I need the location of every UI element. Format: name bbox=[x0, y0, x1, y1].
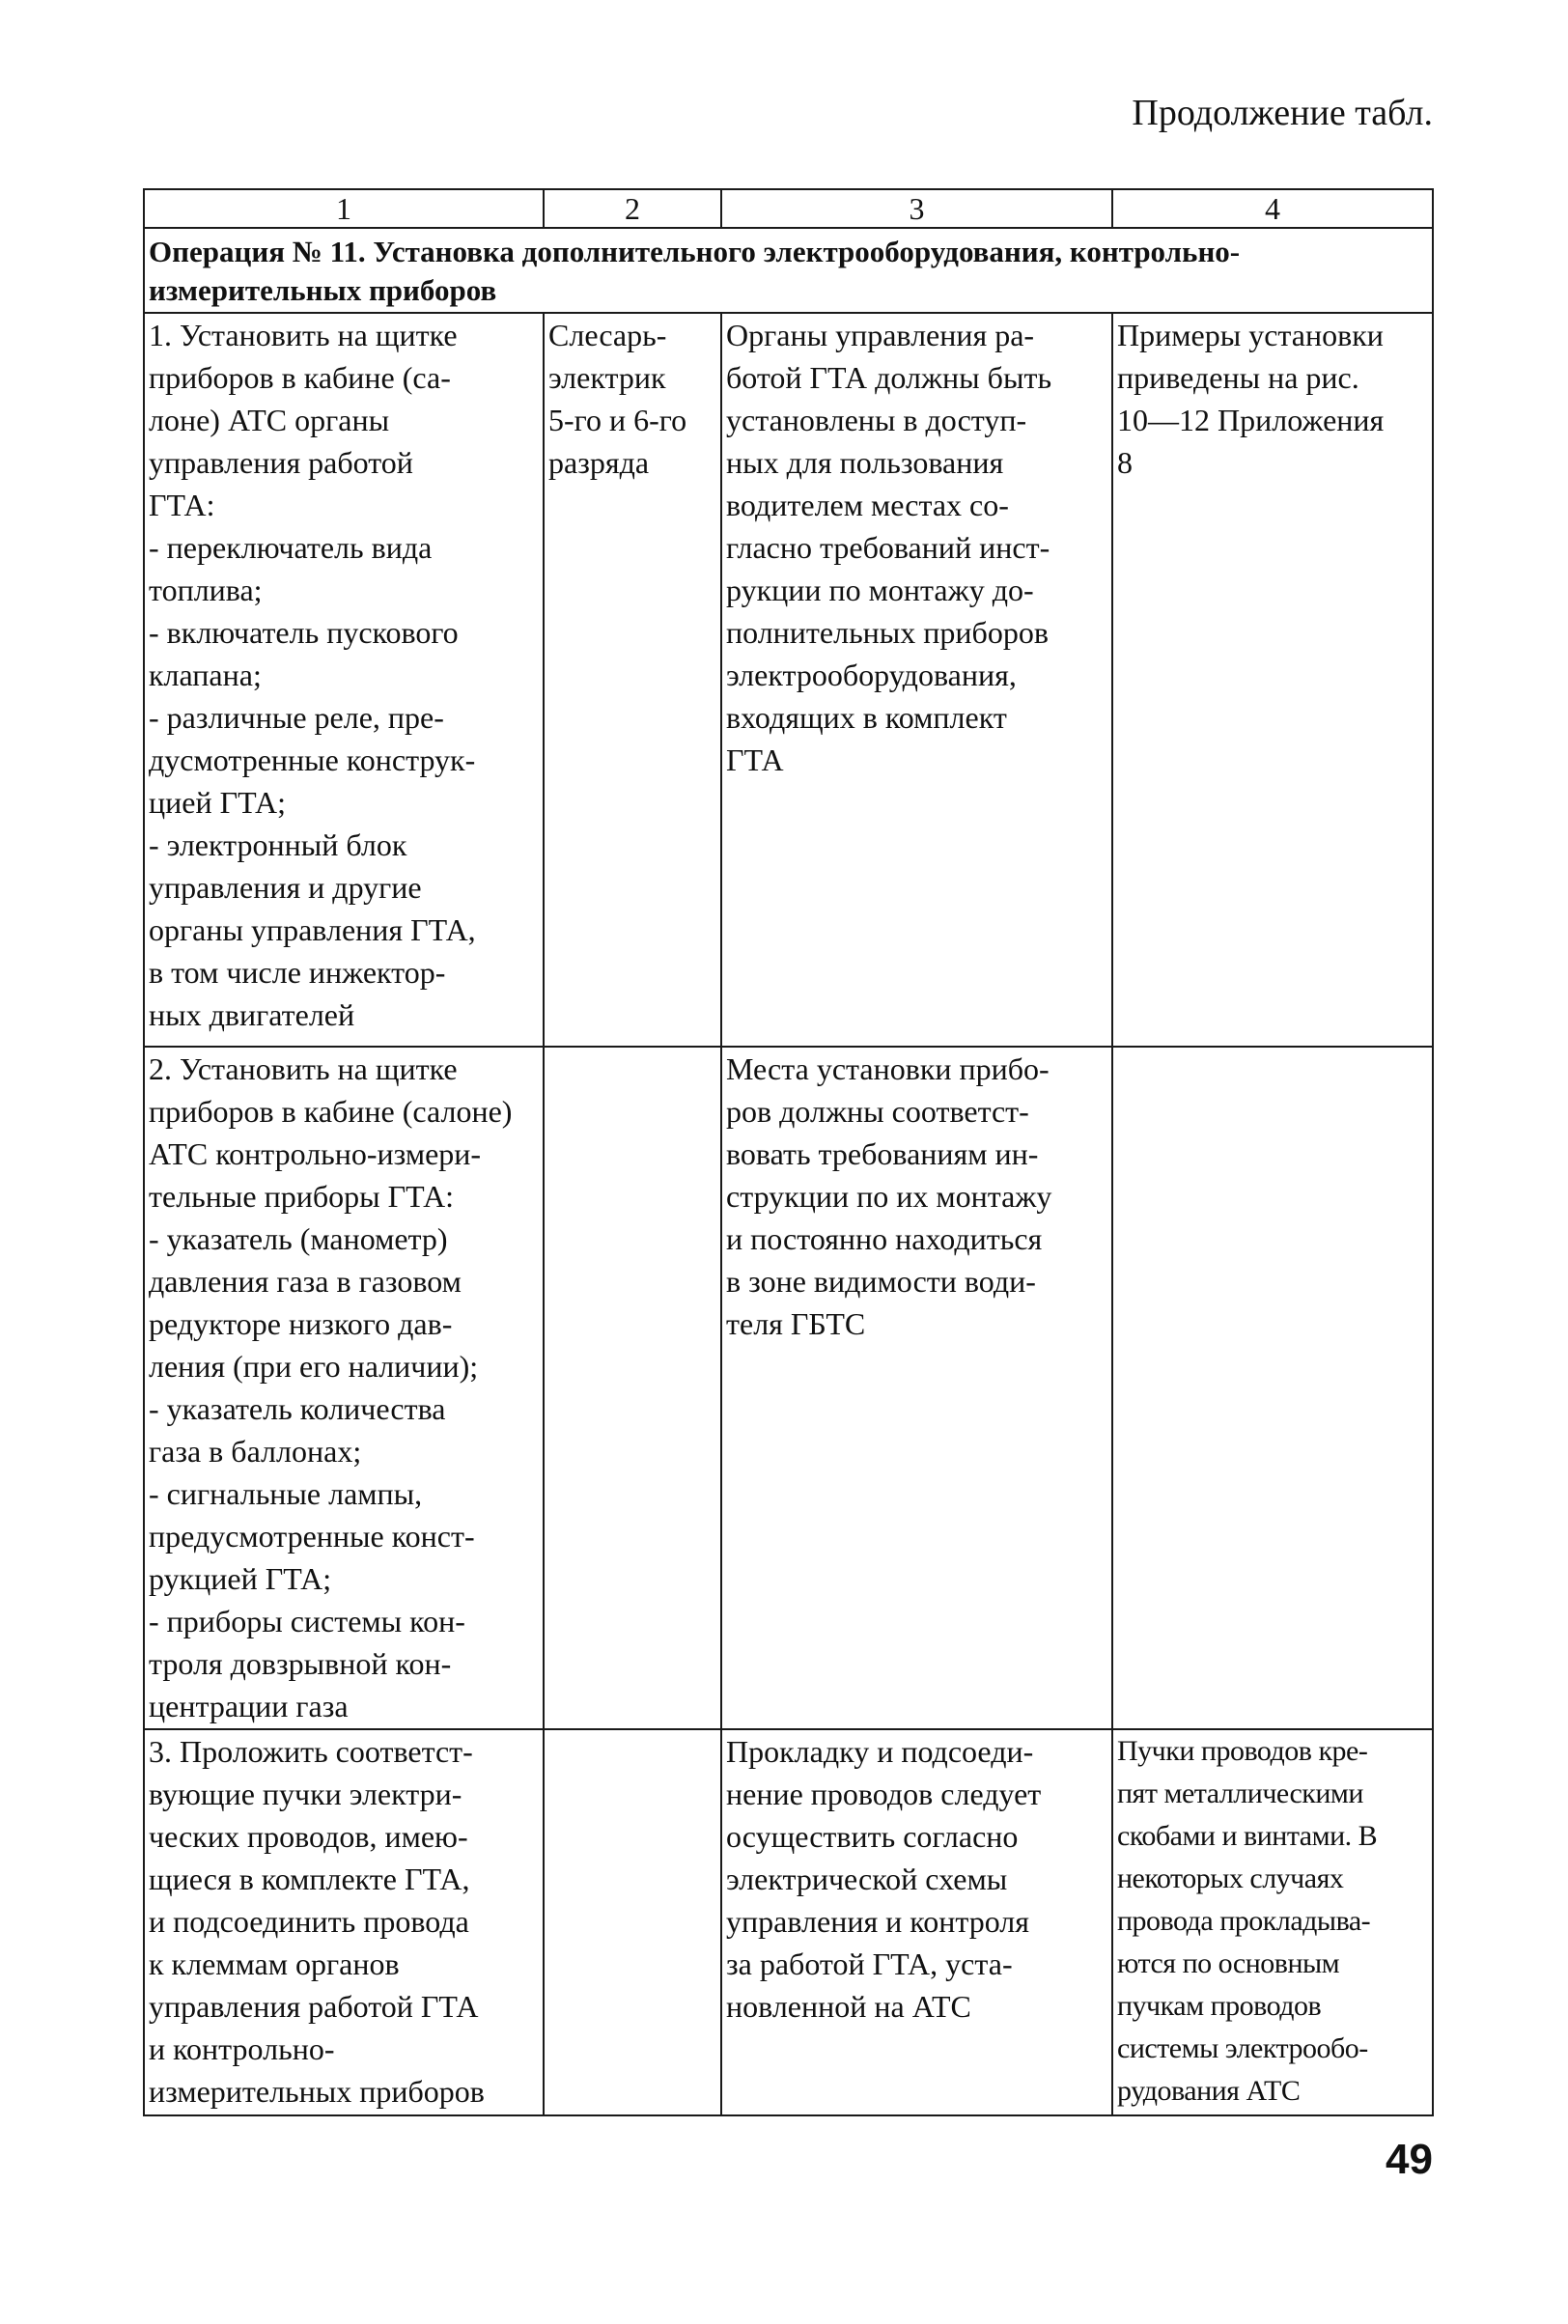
requirements-cell bbox=[721, 1047, 1112, 1729]
continuation-label: Продолжение табл. bbox=[1132, 93, 1433, 133]
cell-text-line: некоторых случаях bbox=[1117, 1862, 1344, 1894]
cell-text-line: щиеся в комплекте ГТА, bbox=[149, 1862, 470, 1896]
cell-text-line: троля довзрывной кон- bbox=[149, 1646, 452, 1681]
cell-text-line: цией ГТА; bbox=[149, 785, 287, 820]
cell-text-line: газа в баллонах; bbox=[149, 1434, 362, 1469]
cell-text-line: - электронный блок bbox=[149, 827, 407, 862]
notes-cell bbox=[1112, 1729, 1433, 2115]
cell-text-line: пучкам проводов bbox=[1117, 1990, 1322, 2022]
cell-text-line: за работой ГТА, уста- bbox=[726, 1946, 1013, 1981]
cell-text-line: ботой ГТА должны быть bbox=[726, 360, 1052, 395]
cell-text-line: рукцией ГТА; bbox=[149, 1561, 332, 1596]
worker-cell bbox=[544, 1047, 721, 1729]
cell-text-line: управления и контроля bbox=[726, 1904, 1029, 1939]
cell-text-line: управления работой bbox=[149, 445, 413, 480]
cell-text-line: дусмотренные конструк- bbox=[149, 742, 476, 777]
cell-text-line: входящих в комплект bbox=[726, 700, 1007, 735]
cell-text-line: в том числе инжектор- bbox=[149, 955, 446, 990]
cell-text-line: новленной на АТС bbox=[726, 1989, 971, 2024]
cell-text-line: Примеры установки bbox=[1117, 318, 1384, 352]
cell-text-line: редукторе низкого дав- bbox=[149, 1306, 453, 1341]
cell-text-line: электрооборудования, bbox=[726, 658, 1017, 692]
cell-text-line: 3. Проложить соответст- bbox=[149, 1734, 473, 1769]
cell-text-line: 8 bbox=[1117, 445, 1133, 480]
requirements-cell bbox=[721, 313, 1112, 1047]
cell-text-line: ных двигателей bbox=[149, 997, 355, 1032]
cell-text-line: приборов в кабине (са- bbox=[149, 360, 451, 395]
cell-text-line: системы электрообо- bbox=[1117, 2032, 1368, 2064]
cell-text-line: теля ГБТС bbox=[726, 1306, 866, 1341]
table-row bbox=[144, 313, 1433, 1047]
cell-text-line: Пучки проводов кре- bbox=[1117, 1735, 1368, 1767]
cell-text-line: пят металлическими bbox=[1117, 1778, 1363, 1809]
cell-text-line: - различные реле, пре- bbox=[149, 700, 444, 735]
cell-text-line: ГТА: bbox=[149, 488, 215, 522]
cell-text-line: 2. Установить на щитке bbox=[149, 1051, 458, 1086]
cell-text-line: лоне) АТС органы bbox=[149, 403, 390, 437]
cell-text-line: Органы управления ра- bbox=[726, 318, 1035, 352]
cell-text-line: - приборы системы кон- bbox=[149, 1604, 465, 1638]
cell-text-line: - указатель количества bbox=[149, 1391, 446, 1426]
column-number: 4 bbox=[1112, 189, 1433, 228]
worker-cell bbox=[544, 1729, 721, 2115]
cell-text-line: установлены в доступ- bbox=[726, 403, 1027, 437]
worker-cell bbox=[544, 313, 721, 1047]
cell-text-line: органы управления ГТА, bbox=[149, 912, 476, 947]
operation-header: Операция № 11. Установка дополнительного электрооборудования, контрольно-измерительных приборов bbox=[144, 228, 1433, 313]
table-row bbox=[144, 1047, 1433, 1729]
cell-text-line: - переключатель вида bbox=[149, 530, 433, 565]
column-number: 1 bbox=[144, 189, 544, 228]
cell-text-line: водителем местах со- bbox=[726, 488, 1009, 522]
cell-text-line: ления (при его наличии); bbox=[149, 1349, 479, 1384]
cell-text-line: скобами и винтами. В bbox=[1117, 1820, 1378, 1852]
cell-text-line: полнительных приборов bbox=[726, 615, 1049, 650]
cell-text-line: вующие пучки электри- bbox=[149, 1777, 462, 1811]
step-cell bbox=[144, 313, 544, 1047]
column-number: 2 bbox=[544, 189, 721, 228]
cell-text-line: приборов в кабине (салоне) bbox=[149, 1094, 513, 1129]
cell-text-line: осуществить согласно bbox=[726, 1819, 1019, 1854]
cell-text-line: в зоне видимости води- bbox=[726, 1264, 1036, 1299]
cell-text-line: электрической схемы bbox=[726, 1862, 1008, 1896]
cell-text-line: рудования АТС bbox=[1117, 2075, 1301, 2107]
cell-text-line: ГТА bbox=[726, 742, 784, 777]
cell-text-line: электрик bbox=[548, 360, 666, 395]
step-cell bbox=[144, 1047, 544, 1729]
cell-text-line: Прокладку и подсоеди- bbox=[726, 1734, 1034, 1769]
cell-text-line: тельные приборы ГТА: bbox=[149, 1179, 455, 1214]
cell-text-line: управления и другие bbox=[149, 870, 422, 905]
cell-text-line: измерительных приборов bbox=[149, 2074, 485, 2109]
cell-text-line: провода прокладыва- bbox=[1117, 1905, 1371, 1937]
cell-text-line: нение проводов следует bbox=[726, 1777, 1042, 1811]
cell-text-line: разряда bbox=[548, 445, 650, 480]
operations-table bbox=[143, 188, 1434, 2116]
cell-text-line: к клеммам органов bbox=[149, 1946, 400, 1981]
cell-text-line: ческих проводов, имею- bbox=[149, 1819, 468, 1854]
cell-text-line: приведены на рис. bbox=[1117, 360, 1359, 395]
cell-text-line: рукции по монтажу до- bbox=[726, 573, 1034, 607]
cell-text-line: и контрольно- bbox=[149, 2031, 335, 2066]
cell-text-line: и подсоединить провода bbox=[149, 1904, 469, 1939]
cell-text-line: управления работой ГТА bbox=[149, 1989, 479, 2024]
column-number-row bbox=[144, 189, 1433, 228]
page-number: 49 bbox=[1386, 2136, 1433, 2183]
table-row bbox=[144, 1729, 1433, 2115]
cell-text-line: ных для пользования bbox=[726, 445, 1004, 480]
cell-text-line: 10—12 Приложения bbox=[1117, 403, 1385, 437]
cell-text-line: 5-го и 6-го bbox=[548, 403, 687, 437]
cell-text-line: клапана; bbox=[149, 658, 262, 692]
cell-text-line: вовать требованиям ин- bbox=[726, 1136, 1039, 1171]
requirements-cell bbox=[721, 1729, 1112, 2115]
cell-text-line: Места установки прибо- bbox=[726, 1051, 1050, 1086]
cell-text-line: струкции по их монтажу bbox=[726, 1179, 1052, 1214]
cell-text-line: топлива; bbox=[149, 573, 263, 607]
cell-text-line: давления газа в газовом bbox=[149, 1264, 462, 1299]
step-cell bbox=[144, 1729, 544, 2115]
cell-text-line: - указатель (манометр) bbox=[149, 1221, 448, 1256]
cell-text-line: ров должны соответст- bbox=[726, 1094, 1029, 1129]
cell-text-line: АТС контрольно-измери- bbox=[149, 1136, 482, 1171]
cell-text-line: предусмотренные конст- bbox=[149, 1519, 475, 1554]
cell-text-line: ются по основным bbox=[1117, 1947, 1340, 1979]
cell-text-line: - сигнальные лампы, bbox=[149, 1476, 423, 1511]
operation-header-row bbox=[144, 228, 1433, 313]
cell-text-line: и постоянно находиться bbox=[726, 1221, 1043, 1256]
cell-text-line: Слесарь- bbox=[548, 318, 667, 352]
column-number: 3 bbox=[721, 189, 1112, 228]
cell-text-line: - включатель пускового bbox=[149, 615, 459, 650]
notes-cell bbox=[1112, 1047, 1433, 1729]
notes-cell bbox=[1112, 313, 1433, 1047]
cell-text-line: центрации газа bbox=[149, 1689, 349, 1723]
cell-text-line: гласно требований инст- bbox=[726, 530, 1050, 565]
cell-text-line: 1. Установить на щитке bbox=[149, 318, 458, 352]
